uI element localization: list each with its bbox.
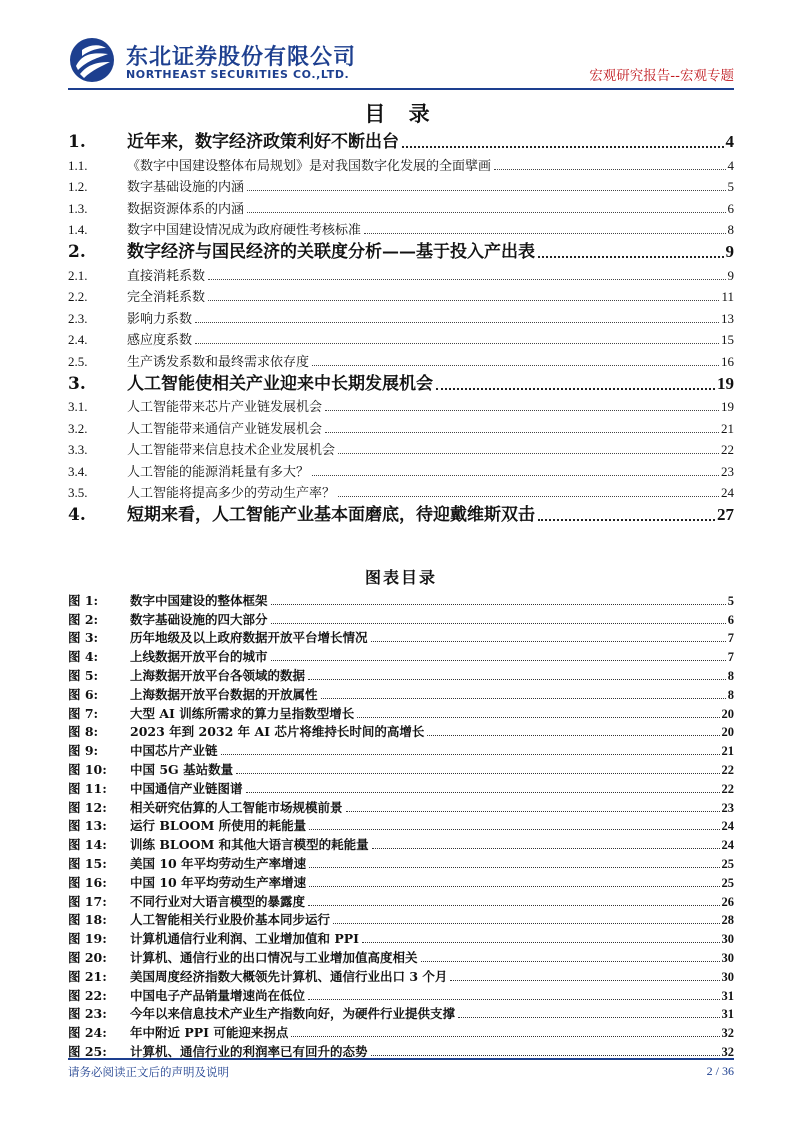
figure-list-entry[interactable] — [68, 816, 734, 835]
toc-leader-dots — [325, 410, 719, 411]
toc-subsection-entry[interactable] — [68, 174, 734, 196]
figure-title: 数字基础设施的四大部分 — [130, 611, 268, 627]
toc-entry-title: 数字经济与国民经济的关联度分析——基于投入产出表 — [127, 242, 535, 262]
toc-section-entry[interactable] — [68, 370, 734, 394]
figure-label: 图 5: — [68, 667, 99, 683]
toc-entry-page: 5 — [727, 179, 734, 194]
figure-leader-dots — [308, 999, 719, 1000]
figure-page: 8 — [727, 687, 734, 702]
figure-title: 运行 BLOOM 所使用的耗能量 — [130, 818, 307, 834]
toc-subsection-entry[interactable] — [68, 195, 734, 217]
toc-leader-dots — [208, 300, 719, 301]
figure-title: 训练 BLOOM 和其他大语言模型的耗能量 — [130, 837, 369, 853]
toc-subsection-entry[interactable] — [68, 284, 734, 306]
page-header — [68, 36, 734, 88]
toc-leader-dots — [364, 233, 725, 234]
toc-leader-dots — [402, 146, 724, 148]
toc-entry-title: 短期来看，人工智能产业基本面磨底，待迎戴维斯双击 — [127, 505, 535, 525]
toc-title: 目 录 — [364, 101, 438, 126]
figure-label: 图 15: — [68, 855, 107, 871]
figure-title: 数字中国建设的整体框架 — [130, 592, 268, 608]
figure-label: 图 4: — [68, 649, 99, 665]
toc-entry-title: 数字基础设施的内涵 — [127, 180, 245, 195]
figure-page: 25 — [721, 856, 734, 871]
figure-label: 图 24: — [68, 1025, 107, 1041]
figure-page: 26 — [721, 894, 734, 909]
figure-label: 图 14: — [68, 837, 107, 853]
figure-title: 美国 10 年平均劳动生产率增速 — [130, 855, 307, 871]
toc-subsection-entry[interactable] — [68, 480, 734, 502]
toc-subsection-entry[interactable] — [68, 262, 734, 284]
figure-list-entry[interactable] — [68, 985, 734, 1004]
toc-entry-number: 3.2. — [68, 420, 88, 436]
toc-entry-number: 1.2. — [68, 179, 88, 194]
report-type-label: 宏观研究报告--宏观专题 — [589, 68, 734, 84]
toc-entry-title: 人工智能将提高多少的劳动生产率？ — [127, 486, 336, 501]
figure-leader-dots — [371, 641, 726, 642]
figure-label: 图 21: — [68, 968, 107, 984]
figure-leader-dots — [372, 848, 720, 849]
toc-subsection-entry[interactable] — [68, 327, 734, 349]
figure-title: 上海数据开放平台数据的开放属性 — [130, 686, 318, 702]
toc-entry-title: 人工智能的能源消耗量有多大？ — [127, 464, 310, 480]
toc-leader-dots — [247, 190, 725, 191]
figure-list-entry[interactable] — [68, 834, 734, 853]
toc-subsection-entry[interactable] — [68, 437, 734, 459]
toc-leader-dots — [538, 256, 724, 258]
figure-list-entry[interactable] — [68, 910, 734, 929]
toc-entry-page: 9 — [727, 267, 734, 283]
figure-title: 人工智能相关行业股价基本同步运行 — [130, 912, 331, 928]
toc-leader-dots — [538, 519, 715, 521]
figure-leader-dots — [346, 811, 720, 812]
toc-entry-title: 影响力系数 — [127, 311, 193, 327]
toc-entry-page: 4 — [727, 157, 734, 173]
toc-entry-number: 3. — [68, 373, 86, 394]
figure-label: 图 19: — [68, 931, 107, 947]
figure-list-entry[interactable] — [68, 703, 734, 722]
figure-title: 2023 年到 2032 年 AI 芯片将维持长时间的高增长 — [130, 724, 425, 740]
figure-leader-dots — [308, 905, 719, 906]
figure-leader-dots — [246, 792, 720, 793]
toc-entry-title: 人工智能带来信息技术企业发展机会 — [127, 443, 336, 458]
toc-subsection-entry[interactable] — [68, 217, 734, 239]
figure-list-entry[interactable] — [68, 1004, 734, 1023]
toc-entry-page: 19 — [717, 373, 734, 393]
toc-entry-title: 数字中国建设情况成为政府硬性考核标准 — [127, 223, 362, 238]
figure-label: 图 20: — [68, 949, 107, 965]
figure-title: 中国电子产品销量增速尚在低位 — [130, 987, 306, 1003]
figure-list-title: 图表目录 — [364, 568, 437, 587]
figure-leader-dots — [309, 867, 719, 868]
figure-leader-dots — [236, 773, 719, 774]
figure-list-entry[interactable] — [68, 628, 734, 647]
figure-title: 年中附近 PPI 可能迎来拐点 — [130, 1025, 289, 1041]
figure-leader-dots — [421, 961, 720, 962]
figure-list-entry[interactable] — [68, 853, 734, 872]
toc-leader-dots — [338, 453, 719, 454]
toc-section-entry[interactable] — [68, 238, 734, 262]
figure-leader-dots — [221, 754, 720, 755]
figure-list-entry[interactable] — [68, 778, 734, 797]
toc-entry-title: 完全消耗系数 — [127, 290, 206, 305]
figure-leader-dots — [271, 604, 726, 605]
figure-list — [68, 590, 734, 1060]
figure-title: 中国 10 年平均劳动生产率增速 — [130, 874, 307, 890]
figure-label: 图 11: — [68, 780, 107, 796]
toc-entry-number: 1.3. — [68, 200, 88, 216]
figure-list-entry[interactable] — [68, 797, 734, 816]
figure-page: 22 — [721, 781, 734, 796]
toc-entry-page: 27 — [717, 505, 734, 524]
toc-entry-title: 感应度系数 — [127, 333, 193, 348]
figure-title: 不同行业对大语言模型的暴露度 — [130, 893, 306, 909]
toc-entry-page: 19 — [721, 399, 734, 414]
figure-label: 图 13: — [68, 818, 107, 834]
figure-label: 图 7: — [68, 705, 99, 721]
figure-list-entry[interactable] — [68, 740, 734, 759]
toc-leader-dots — [195, 343, 719, 344]
toc-entry-page: 8 — [727, 222, 734, 237]
figure-leader-dots — [271, 660, 726, 661]
figure-label: 图 3: — [68, 630, 99, 646]
figure-leader-dots — [333, 923, 719, 924]
toc-subsection-entry[interactable] — [68, 458, 734, 480]
figure-label: 图 2: — [68, 611, 99, 627]
figure-page: 23 — [721, 800, 734, 815]
toc-leader-dots — [247, 212, 725, 213]
figure-page: 7 — [727, 631, 734, 646]
figure-title: 美国周度经济指数大概领先计算机、通信行业出口 3 个月 — [130, 968, 448, 984]
figure-label: 图 9: — [68, 743, 99, 759]
figure-page: 31 — [721, 988, 734, 1003]
figure-label: 图 8: — [68, 724, 99, 740]
toc-entry-page: 21 — [721, 420, 734, 436]
figure-leader-dots — [427, 735, 719, 736]
figure-title: 大型 AI 训练所需求的算力呈指数型增长 — [130, 705, 355, 721]
toc-subsection-entry[interactable] — [68, 152, 734, 174]
figure-page: 20 — [721, 725, 734, 740]
toc-leader-dots — [325, 432, 719, 433]
figure-label: 图 12: — [68, 799, 107, 815]
toc-leader-dots — [338, 496, 719, 497]
toc-section-entry[interactable] — [68, 128, 734, 152]
toc-subsection-entry[interactable] — [68, 415, 734, 437]
toc-entry-number: 3.3. — [68, 442, 88, 457]
toc-leader-dots — [195, 322, 719, 323]
figure-title: 今年以来信息技术产业生产指数向好，为硬件行业提供支撑 — [130, 1006, 456, 1022]
figure-label: 图 16: — [68, 874, 107, 890]
toc-entry-title: 人工智能带来通信产业链发展机会 — [127, 421, 323, 437]
toc-entry-page: 11 — [721, 289, 734, 304]
toc-entry-number: 2.2. — [68, 289, 88, 304]
figure-page: 20 — [721, 706, 734, 721]
figure-leader-dots — [309, 829, 719, 830]
toc-entry-number: 1. — [68, 132, 86, 152]
figure-page: 6 — [727, 612, 734, 627]
figure-list-entry[interactable] — [68, 646, 734, 665]
figure-leader-dots — [321, 698, 726, 699]
toc-entry-number: 2.5. — [68, 353, 88, 369]
figure-list-entry[interactable] — [68, 684, 734, 703]
figure-title: 相关研究估算的人工智能市场规模前景 — [130, 799, 343, 815]
header-divider — [68, 88, 734, 90]
figure-leader-dots — [308, 679, 726, 680]
figure-title: 历年地级及以上政府数据开放平台增长情况 — [130, 630, 368, 646]
figure-list-entry[interactable] — [68, 966, 734, 985]
figure-leader-dots — [271, 623, 726, 624]
figure-page: 22 — [721, 762, 734, 777]
company-name-en: NORTHEAST SECURITIES CO.,LTD. — [126, 68, 350, 81]
toc-entry-title: 《数字中国建设整体布局规划》是对我国数字化发展的全面擘画 — [127, 158, 492, 174]
toc-entry-number: 2. — [68, 242, 86, 262]
figure-list-entry[interactable] — [68, 1022, 734, 1041]
page-number: 2 / 36 — [706, 1064, 734, 1078]
figure-label: 图 18: — [68, 912, 107, 928]
toc-entry-page: 23 — [721, 463, 734, 479]
toc-entry-page: 15 — [721, 332, 734, 347]
figure-label: 图 25: — [68, 1043, 107, 1059]
figure-list-entry[interactable] — [68, 891, 734, 910]
toc-entry-number: 3.4. — [68, 463, 88, 479]
toc-entry-number: 2.4. — [68, 332, 88, 347]
figure-page: 24 — [721, 819, 734, 834]
figure-page: 5 — [727, 593, 734, 608]
toc-entry-title: 近年来，数字经济政策利好不断出台 — [127, 132, 399, 152]
table-of-contents — [68, 128, 734, 525]
toc-leader-dots — [312, 475, 719, 476]
figure-title: 计算机、通信行业的出口情况与工业增加值高度相关 — [130, 949, 418, 965]
figure-page: 7 — [727, 650, 734, 665]
toc-entry-page: 4 — [725, 132, 734, 151]
toc-entry-number: 4. — [68, 505, 86, 525]
figure-list-entry[interactable] — [68, 722, 734, 741]
figure-leader-dots — [309, 886, 719, 887]
toc-entry-title: 直接消耗系数 — [127, 268, 206, 284]
figure-list-entry[interactable] — [68, 872, 734, 891]
toc-entry-page: 9 — [725, 242, 734, 261]
figure-label: 图 1: — [68, 592, 99, 608]
toc-leader-dots — [494, 169, 725, 170]
figure-leader-dots — [371, 1055, 720, 1056]
figure-label: 图 6: — [68, 686, 99, 702]
figure-label: 图 23: — [68, 1006, 107, 1022]
toc-leader-dots — [208, 279, 725, 280]
toc-subsection-entry[interactable] — [68, 305, 734, 327]
toc-entry-title: 人工智能使相关产业迎来中长期发展机会 — [127, 373, 433, 394]
figure-list-entry[interactable] — [68, 590, 734, 609]
figure-title: 计算机、通信行业的利润率已有回升的态势 — [130, 1043, 368, 1059]
toc-leader-dots — [312, 365, 719, 366]
figure-page: 30 — [721, 950, 734, 965]
figure-leader-dots — [362, 942, 720, 943]
toc-subsection-entry[interactable] — [68, 394, 734, 416]
figure-label: 图 17: — [68, 893, 107, 909]
toc-entry-number: 1.1. — [68, 157, 88, 173]
figure-list-entry[interactable] — [68, 759, 734, 778]
figure-page: 21 — [721, 744, 734, 759]
toc-entry-page: 24 — [721, 485, 734, 500]
figure-page: 32 — [721, 1026, 734, 1041]
figure-page: 24 — [721, 838, 734, 853]
company-logo-icon — [68, 36, 116, 84]
figure-page: 32 — [721, 1044, 734, 1059]
toc-entry-number: 1.4. — [68, 222, 88, 237]
toc-entry-title: 人工智能带来芯片产业链发展机会 — [127, 400, 323, 415]
footer-disclaimer: 请务必阅读正文后的声明及说明 — [68, 1065, 229, 1079]
figure-leader-dots — [291, 1036, 719, 1037]
toc-subsection-entry[interactable] — [68, 348, 734, 370]
toc-entry-title: 生产诱发系数和最终需求依存度 — [127, 354, 310, 370]
figure-title: 计算机通信行业利润、工业增加值和 PPI — [130, 931, 359, 947]
footer-divider — [68, 1058, 734, 1060]
figure-page: 28 — [721, 913, 734, 928]
toc-entry-number: 2.1. — [68, 267, 88, 283]
figure-list-entry[interactable] — [68, 609, 734, 628]
toc-entry-page: 16 — [721, 353, 734, 369]
figure-list-entry[interactable] — [68, 947, 734, 966]
toc-entry-number: 3.5. — [68, 485, 88, 500]
figure-label: 图 10: — [68, 761, 107, 777]
figure-list-entry[interactable] — [68, 665, 734, 684]
figure-title: 中国 5G 基站数量 — [130, 761, 234, 777]
figure-title: 中国芯片产业链 — [130, 743, 218, 759]
company-name-cn: 东北证券股份有限公司 — [126, 45, 357, 70]
toc-entry-number: 3.1. — [68, 399, 88, 414]
toc-entry-page: 22 — [721, 442, 734, 457]
figure-leader-dots — [458, 1017, 719, 1018]
figure-title: 上线数据开放平台的城市 — [130, 649, 268, 665]
toc-entry-page: 13 — [721, 310, 734, 326]
figure-leader-dots — [357, 717, 719, 718]
toc-entry-page: 6 — [727, 200, 734, 216]
figure-page: 30 — [721, 932, 734, 947]
figure-label: 图 22: — [68, 987, 107, 1003]
figure-title: 中国通信产业链图谱 — [130, 780, 243, 796]
figure-list-entry[interactable] — [68, 928, 734, 947]
toc-entry-title: 数据资源体系的内涵 — [127, 201, 245, 217]
figure-title: 上海数据开放平台各领域的数据 — [130, 667, 306, 683]
toc-entry-number: 2.3. — [68, 310, 88, 326]
figure-page: 25 — [721, 875, 734, 890]
figure-leader-dots — [450, 980, 719, 981]
toc-leader-dots — [436, 388, 715, 390]
figure-page: 31 — [721, 1007, 734, 1022]
figure-page: 30 — [721, 969, 734, 984]
toc-section-entry[interactable] — [68, 501, 734, 525]
figure-page: 8 — [727, 668, 734, 683]
